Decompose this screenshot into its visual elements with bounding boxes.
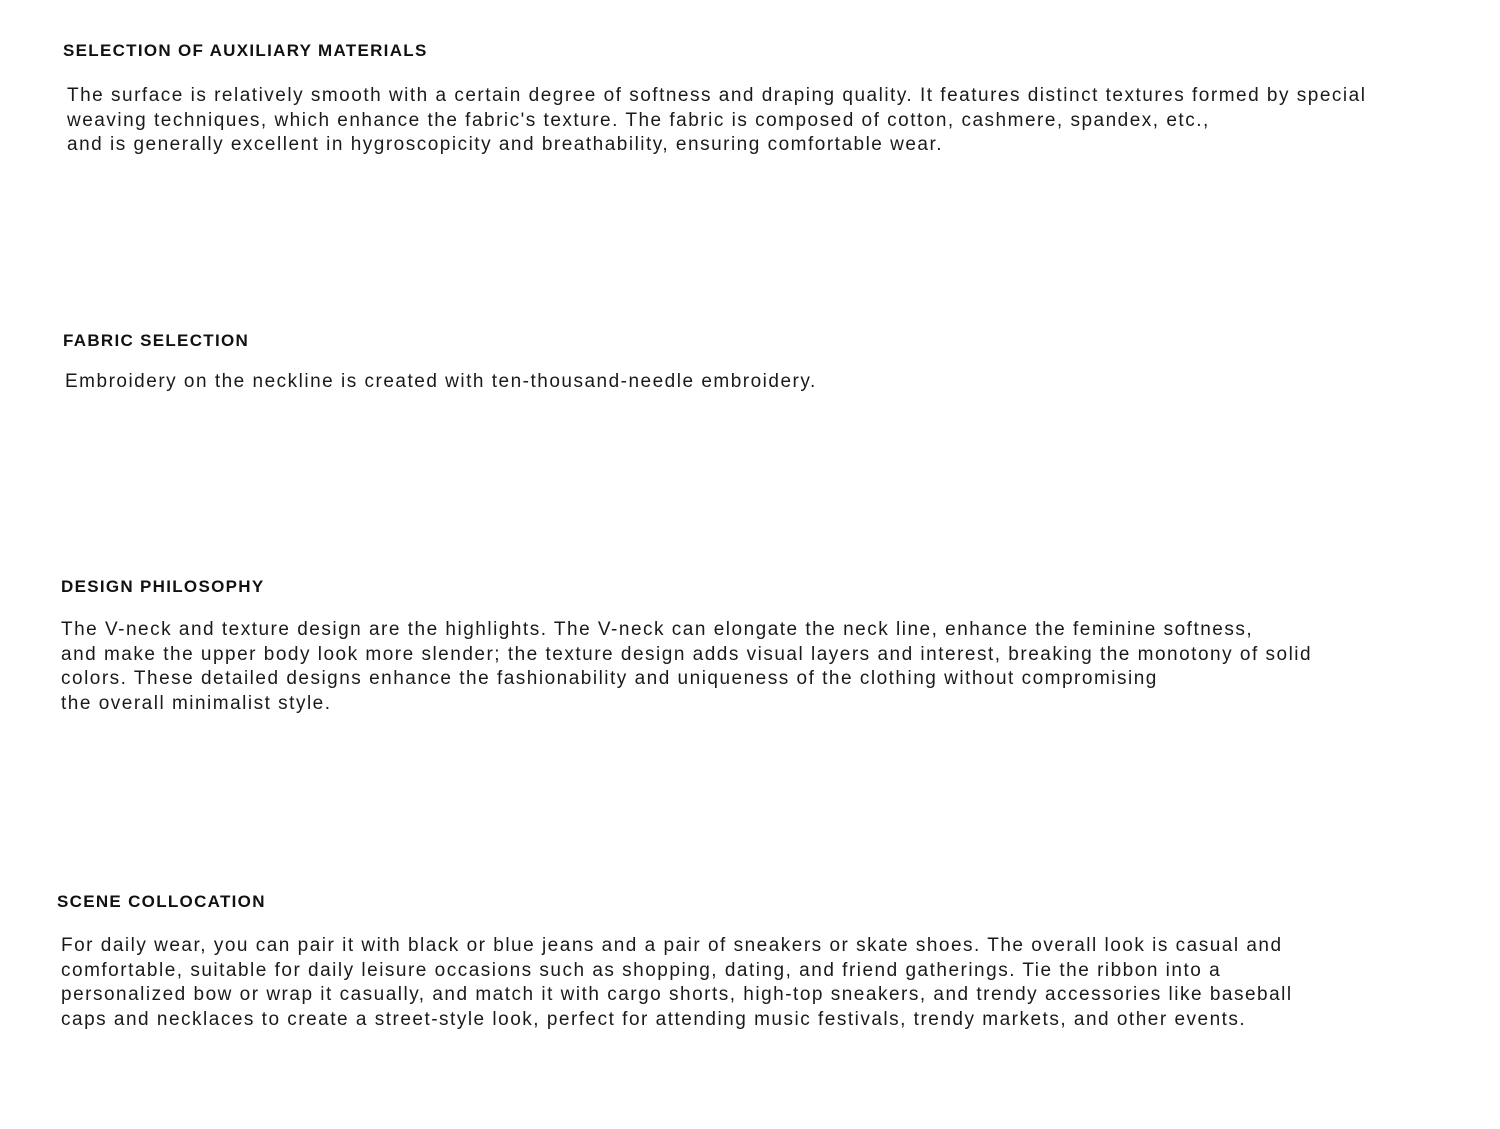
description-line: comfortable, suitable for daily leisure occasions such as shopping, dating, and friend gatherings. Tie the ribbon into a xyxy=(61,959,1222,981)
section-description xyxy=(65,370,817,395)
section-heading: FABRIC SELECTION xyxy=(63,331,250,350)
section-description xyxy=(67,84,1366,158)
section-heading: SELECTION OF AUXILIARY MATERIALS xyxy=(63,41,428,60)
description-line: For daily wear, you can pair it with black or blue jeans and a pair of sneakers or skate shoes. The overall look is casual and xyxy=(61,935,1283,956)
description-line: the overall minimalist style. xyxy=(61,692,332,714)
description-line: The V-neck and texture design are the highlights. The V-neck can elongate the neck line, enhance the feminine softness, xyxy=(61,619,1254,640)
description-line: and is generally excellent in hygroscopicity and breathability, ensuring comfortable wear. xyxy=(67,134,944,156)
section-heading: SCENE COLLOCATION xyxy=(57,892,266,911)
section-heading: DESIGN PHILOSOPHY xyxy=(61,577,265,596)
description-line: and make the upper body look more slender; the texture design adds visual layers and interest, breaking the monotony of solid xyxy=(61,643,1313,665)
description-line: personalized bow or wrap it casually, and match it with cargo shorts, high-top sneakers, and trendy accessories like baseball xyxy=(61,984,1293,1006)
description-line: caps and necklaces to create a street-style look, perfect for attending music festivals, trendy markets, and other events. xyxy=(61,1008,1247,1030)
description-line: colors. These detailed designs enhance the fashionability and uniqueness of the clothing without compromising xyxy=(61,668,1158,690)
description-line: The surface is relatively smooth with a certain degree of softness and draping quality. It features distinct textures formed by special xyxy=(67,85,1367,106)
section-description xyxy=(61,618,1312,716)
section-description xyxy=(61,934,1293,1032)
description-line: weaving techniques, which enhance the fabric's texture. The fabric is composed of cotton, cashmere, spandex, etc., xyxy=(67,109,1210,131)
description-line: Embroidery on the neckline is created with ten-thousand-needle embroidery. xyxy=(65,371,817,392)
